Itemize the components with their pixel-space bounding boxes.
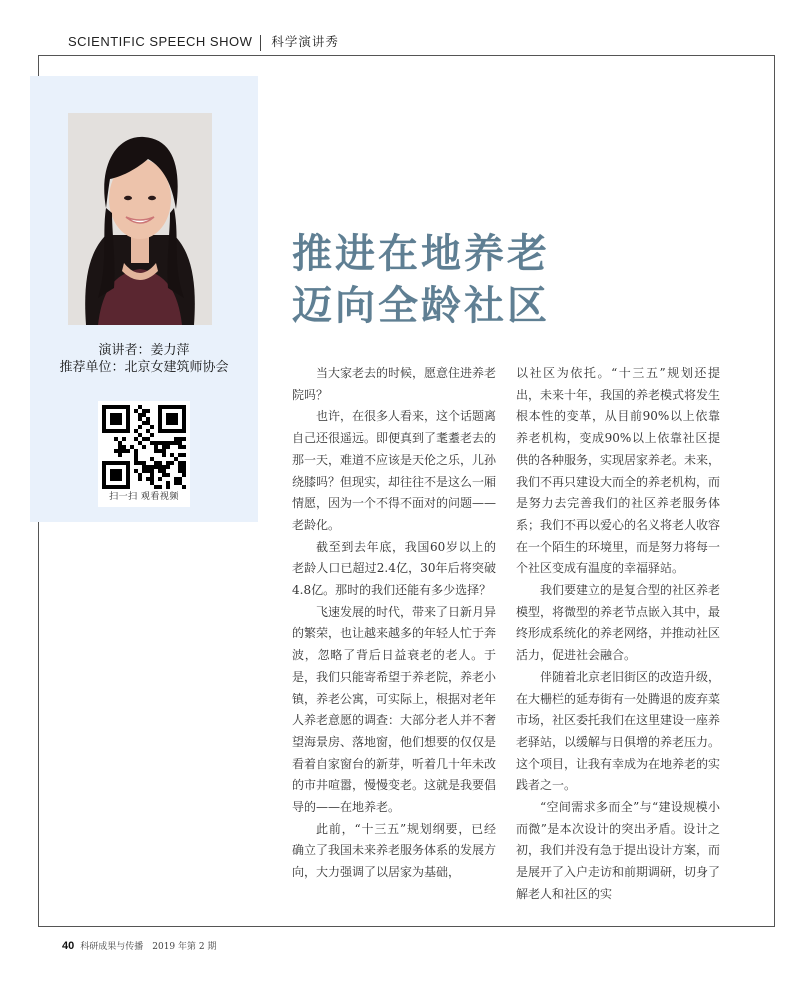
paragraph: 我们要建立的是复合型的社区养老模型，将微型的养老节点嵌入其中，最终形成系统化的养老网络，并推动社区活力，促进社会融合。 xyxy=(516,583,721,663)
article-title xyxy=(292,228,550,332)
page-footer xyxy=(62,939,216,952)
speaker-photo xyxy=(68,113,212,325)
paragraph: 飞速发展的时代，带来了日新月异的繁荣，也让越来越多的年轻人忙于奔波，忽略了背后日益衰老的老人。于是，我们只能寄希望于养老院，养老小镇，养老公寓，可实际上，根据对老年人养老意愿的调查：大部分老人并不奢望海景房、落地窗，他们想要的仅仅是看着自家窗台的新芽，听着几十年未改的市井喧嚣，慢慢变老。这就是我要倡导的——在地养老。 xyxy=(292,604,497,815)
paragraph: “空间需求多而全”与“建设规模小而微”是本次设计的突出矛盾。设计之初，我们并没有急于提出设计方案，而是展开了入户走访和前期调研，切身了解老人和社区的实 xyxy=(516,800,721,901)
paragraph: 也许，在很多人看来，这个话题离自己还很遥远。即便真到了耄耋老去的那一天，难道不应该是天伦之乐，儿孙绕膝吗？但现实，却往往不是这么一厢情愿，因为一个不得不面对的问题——老龄化。 xyxy=(292,409,497,532)
title-line-2: 迈向全龄社区 xyxy=(292,283,550,329)
footer-journal: 科研成果与传播 2019 年第 2 期 xyxy=(80,942,217,952)
header-divider xyxy=(260,35,261,51)
page-number: 40 xyxy=(62,940,75,952)
speaker-name: 演讲者：姜力萍 xyxy=(98,343,190,358)
paragraph: 伴随着北京老旧街区的改造升级，在大栅栏的延寿街有一处腾退的废弃菜市场，社区委托我们在这里建设一座养老驿站，以缓解与日俱增的养老压力。这个项目，让我有幸成为在地养老的实践者之一。 xyxy=(516,669,721,793)
speaker-info xyxy=(30,342,258,376)
body-column-1 xyxy=(292,363,496,884)
running-header xyxy=(68,32,339,51)
qr-caption: 扫一扫 观看视频 xyxy=(109,492,179,502)
paragraph: 以社区为依托。“十三五”规划还提出，未来十年，我国的养老模式将发生根本性的变革，从目前90%以上依靠养老机构，变成90%以上依靠社区提供的各种服务，实现居家养老。未来，我们不再只建设大而全的养老机构，而是努力去完善我们的社区养老服务体系；我们不再以爱心的名义将老人收容在一个陌生的环境里，而是努力将每一个社区变成有温度的幸福驿站。 xyxy=(516,366,721,576)
header-cn: 科学演讲秀 xyxy=(271,34,339,49)
qr-code xyxy=(102,405,186,489)
header-en: SCIENTIFIC SPEECH SHOW xyxy=(68,34,253,49)
title-line-1: 推进在地养老 xyxy=(292,231,550,277)
speaker-org: 推荐单位：北京女建筑师协会 xyxy=(59,360,229,375)
paragraph: 当大家老去的时候，愿意住进养老院吗？ xyxy=(292,366,497,402)
qr-block xyxy=(98,401,190,507)
paragraph: 此前，“十三五”规划纲要，已经确立了我国未来养老服务体系的发展方向，大力强调了以居家为基础， xyxy=(292,821,497,880)
paragraph: 截至到去年底，我国60岁以上的老龄人口已超过2.4亿，30年后将突破4.8亿。那时的我们还能有多少选择？ xyxy=(292,539,496,598)
body-column-2 xyxy=(516,363,720,906)
